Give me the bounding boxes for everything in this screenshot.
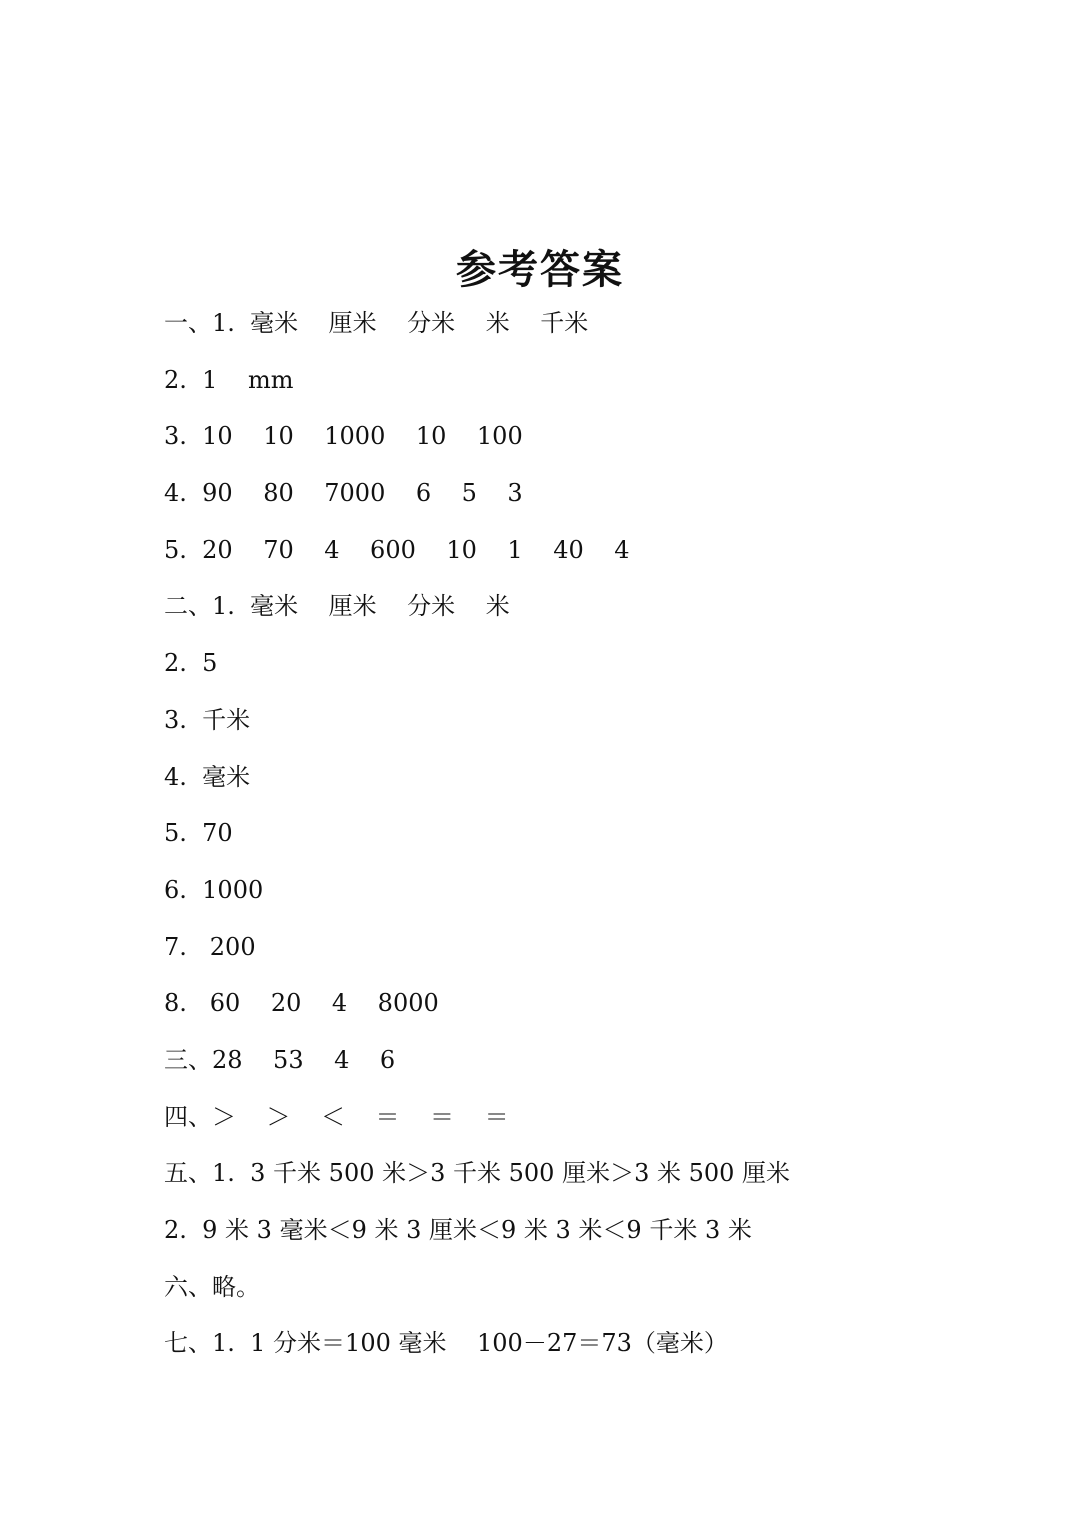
answer-line: 5. 70 (164, 819, 233, 848)
answer-line: 2. 5 (164, 649, 218, 678)
page-title: 参考答案 (456, 246, 624, 293)
answer-line: 一、1. 毫米 厘米 分米 米 千米 (164, 309, 589, 337)
answer-line: 四、＞ ＞ ＜ ＝ ＝ ＝ (164, 1102, 509, 1131)
answer-line: 五、1. 3 千米 500 米＞3 千米 500 厘米＞3 米 500 厘米 (164, 1159, 791, 1188)
answer-line: 4. 90 80 7000 6 5 3 (164, 479, 523, 508)
answer-line: 3. 10 10 1000 10 100 (164, 422, 523, 451)
answer-line: 二、1. 毫米 厘米 分米 米 (164, 592, 510, 621)
answer-line: 2. 9 米 3 毫米＜9 米 3 厘米＜9 米 3 米＜9 千米 3 米 (164, 1216, 752, 1244)
answer-line: 6. 1000 (164, 875, 264, 904)
answer-line: 3. 千米 (164, 705, 251, 734)
answer-line: 六、略。 (164, 1272, 260, 1301)
answer-line: 三、28 53 4 6 (164, 1045, 396, 1074)
answer-line: 七、1. 1 分米＝100 毫米 100－27＝73（毫米） (164, 1329, 728, 1358)
answer-line: 8. 60 20 4 8000 (164, 989, 439, 1018)
answer-line: 5. 20 70 4 600 10 1 40 4 (164, 535, 630, 564)
answer-list (164, 300, 1024, 1377)
answer-line: 7. 200 (164, 932, 256, 961)
answer-line: 2. 1 mm (164, 365, 294, 394)
answer-line: 4. 毫米 (164, 762, 251, 791)
